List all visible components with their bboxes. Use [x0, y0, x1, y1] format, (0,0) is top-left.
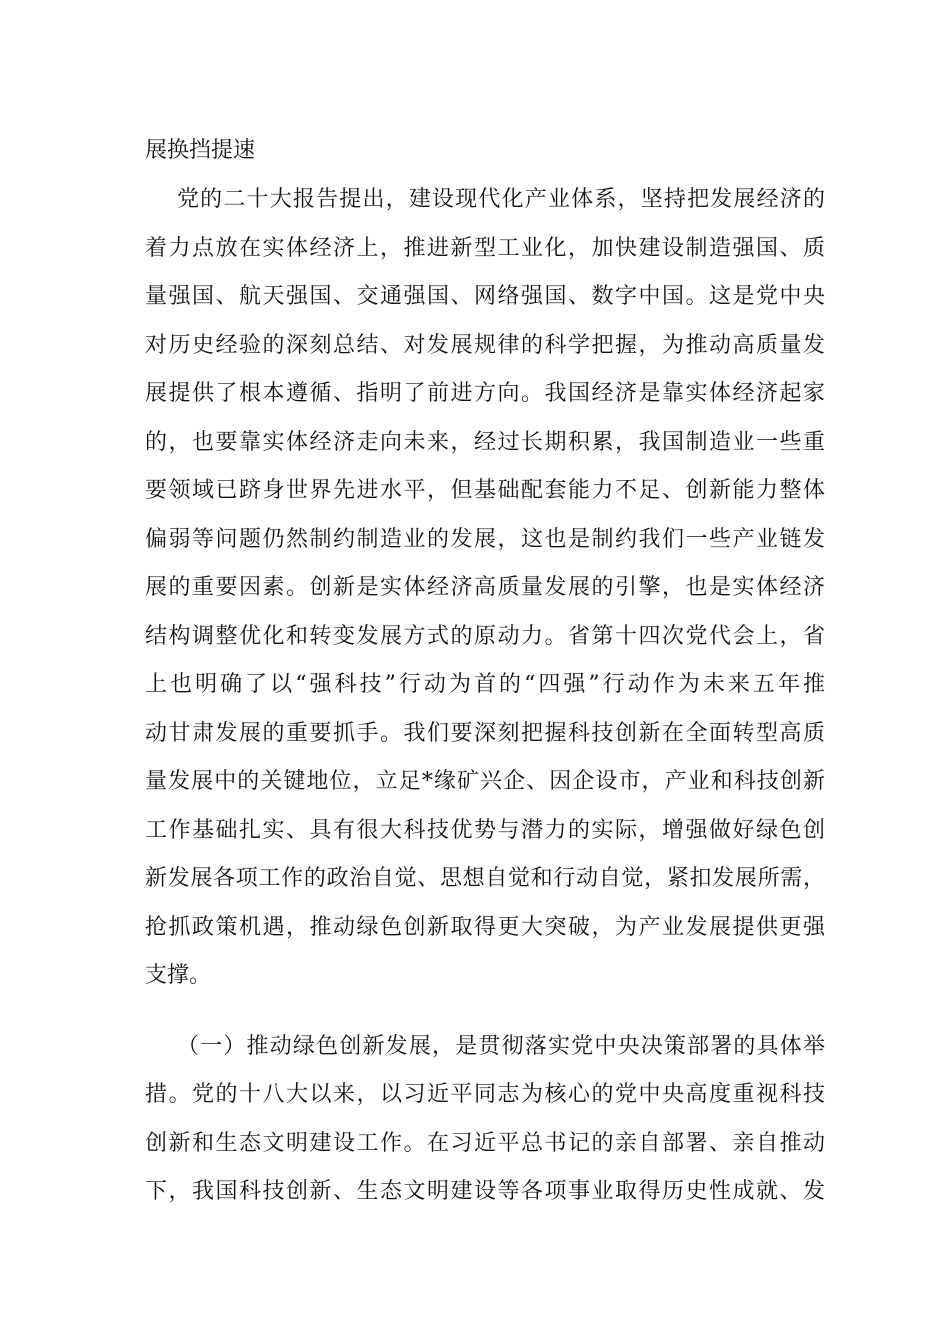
text-line-22: 下，我国科技创新、生态文明建设等各项事业取得历史性成就、发 — [145, 1179, 825, 1204]
text-line-21: 创新和生态文明建设工作。在习近平总书记的亲自部署、亲自推动 — [145, 1131, 825, 1156]
text-line-5: 对历史经验的深刻总结、对发展规律的科学把握，为推动高质量发 — [145, 333, 825, 358]
text-line-18: 支撑。 — [145, 963, 212, 988]
text-line-13: 动甘肃发展的重要抓手。我们要深刻把握科技创新在全面转型高质 — [145, 721, 825, 746]
text-line-8: 要领域已跻身世界先进水平，但基础配套能力不足、创新能力整体 — [145, 478, 825, 503]
text-line-1: 展换挡提速 — [145, 138, 256, 163]
text-line-7: 的，也要靠实体经济走向未来，经过长期积累，我国制造业一些重 — [145, 430, 825, 455]
text-line-10: 展的重要因素。创新是实体经济高质量发展的引擎，也是实体经济 — [145, 575, 825, 600]
text-line-20: 措。党的十八大以来，以习近平同志为核心的党中央高度重视科技 — [145, 1082, 825, 1107]
text-line-14: 量发展中的关键地位，立足*缘矿兴企、因企设市，产业和科技创新 — [145, 769, 825, 794]
text-line-12: 上也明确了以“强科技”行动为首的“四强”行动作为未来五年推 — [145, 672, 825, 697]
text-line-16: 新发展各项工作的政治自觉、思想自觉和行动自觉，紧扣发展所需， — [145, 866, 825, 891]
text-line-6: 展提供了根本遵循、指明了前进方向。我国经济是靠实体经济起家 — [145, 381, 825, 406]
text-line-3: 着力点放在实体经济上，推进新型工业化，加快建设制造强国、质 — [145, 236, 825, 261]
text-line-15: 工作基础扎实、具有很大科技优势与潜力的实际，增强做好绿色创 — [145, 818, 825, 843]
text-line-19: （一）推动绿色创新发展，是贯彻落实党中央决策部署的具体举 — [177, 1034, 825, 1059]
text-line-9: 偏弱等问题仍然制约制造业的发展，这也是制约我们一些产业链发 — [145, 527, 825, 552]
text-line-17: 抢抓政策机遇，推动绿色创新取得更大突破，为产业发展提供更强 — [145, 915, 825, 940]
text-line-2: 党的二十大报告提出，建设现代化产业体系，坚持把发展经济的 — [177, 187, 825, 212]
text-line-4: 量强国、航天强国、交通强国、网络强国、数字中国。这是党中央 — [145, 284, 825, 309]
text-line-11: 结构调整优化和转变发展方式的原动力。省第十四次党代会上，省 — [145, 624, 825, 649]
